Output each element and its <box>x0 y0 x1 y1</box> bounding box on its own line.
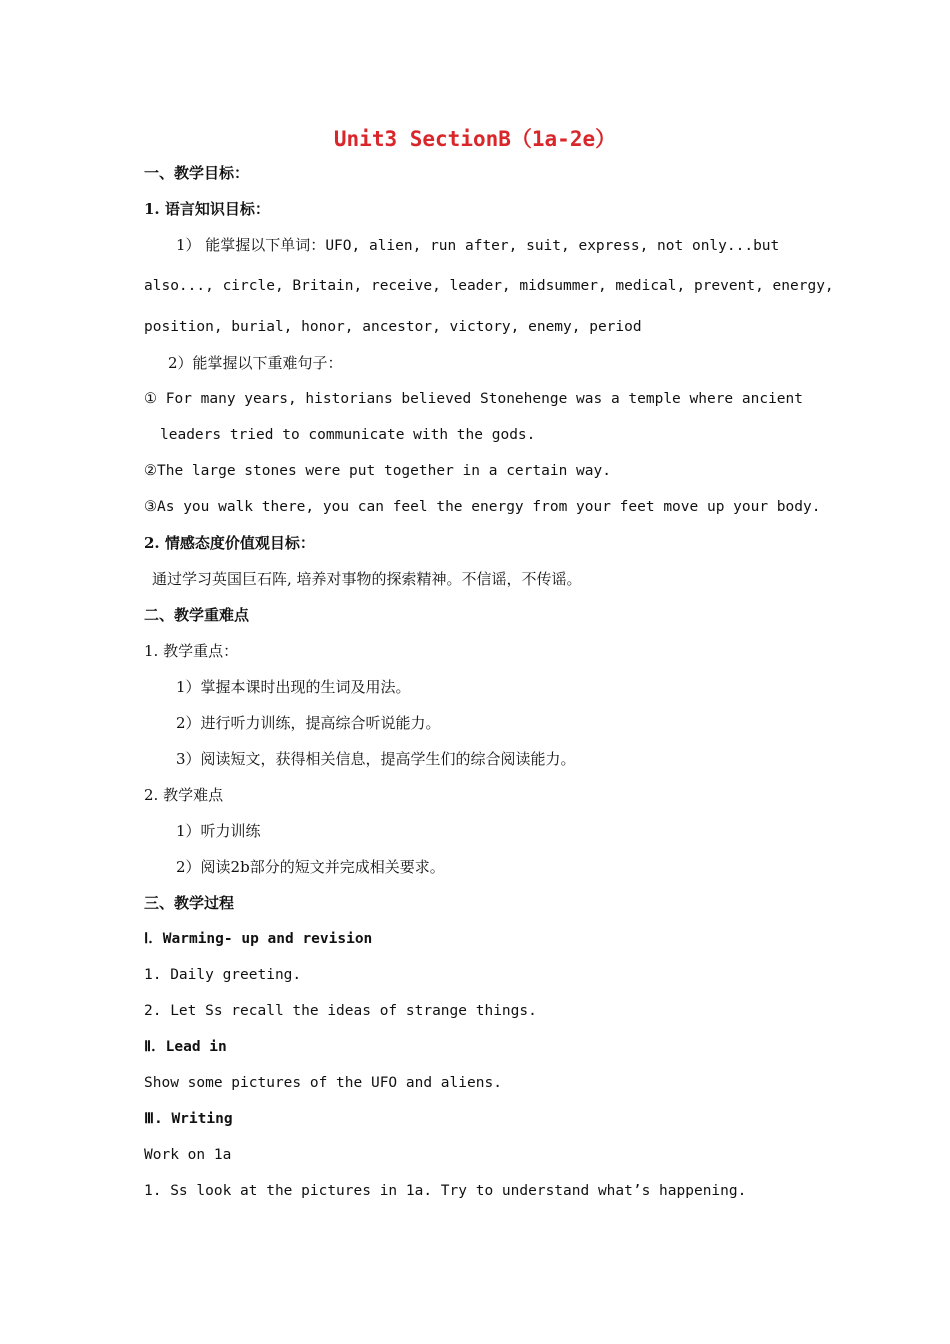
sentence-1a: ① For many years, historians believed Stonehenge was a temple where ancient <box>144 391 803 407</box>
vocab-line-1 <box>176 235 779 256</box>
sentences-intro: 2）能掌握以下重难句子： <box>168 354 343 372</box>
sentence-2: ②The large stones were put together in a certain way. <box>144 463 611 479</box>
section-heading-key-points: 二、教学重难点 <box>144 606 250 624</box>
vocab-words-1: UFO, alien, run after, suit, express, not only...but <box>325 238 780 254</box>
section-heading-process: 三、教学过程 <box>144 894 235 912</box>
step-1-item-1: 1. Daily greeting. <box>144 967 302 983</box>
step-2-item-1: Show some pictures of the UFO and aliens. <box>144 1075 502 1091</box>
step-3-item-1: Work on 1a <box>144 1147 232 1163</box>
subheading-emotional-goals: 2. 情感态度价值观目标： <box>144 534 315 552</box>
section-heading-objectives: 一、教学目标： <box>144 164 250 182</box>
step-3-item-2: 1. Ss look at the pictures in 1a. Try to understand what’s happening. <box>144 1183 747 1199</box>
step-1-item-2: 2. Let Ss recall the ideas of strange things. <box>144 1003 537 1019</box>
step-1-heading: Ⅰ．Warming- up and revision <box>144 931 373 947</box>
emotional-goals-text: 通过学习英国巨石阵, 培养对事物的探索精神。不信谣，不传谣。 <box>152 570 582 588</box>
sentence-1b: leaders tried to communicate with the gods. <box>160 427 536 443</box>
vocab-line-3: position, burial, honor, ancestor, victory, enemy, period <box>144 319 642 335</box>
key-point-1: 1）掌握本课时出现的生词及用法。 <box>176 678 411 696</box>
sentence-3: ③As you walk there, you can feel the energy from your feet move up your body. <box>144 499 821 515</box>
vocab-intro: 1） 能掌握以下单词： <box>176 236 326 254</box>
step-3-heading: Ⅲ. Writing <box>144 1111 233 1127</box>
subheading-language-knowledge: 1. 语言知识目标： <box>144 200 270 218</box>
key-point-2: 2）进行听力训练，提高综合听说能力。 <box>176 714 441 732</box>
key-point-3: 3）阅读短文，获得相关信息，提高学生们的综合阅读能力。 <box>176 750 576 768</box>
step-2-heading: Ⅱ．Lead in <box>144 1039 227 1055</box>
vocab-line-2: also..., circle, Britain, receive, leader, midsummer, medical, prevent, energy, <box>144 278 834 294</box>
page-title: Unit3 SectionB（1a-2e） <box>333 127 617 151</box>
difficult-point-2: 2）阅读2b部分的短文并完成相关要求。 <box>176 858 445 876</box>
key-points-heading: 1. 教学重点： <box>144 642 239 660</box>
difficult-point-1: 1）听力训练 <box>176 822 261 840</box>
difficult-points-heading: 2. 教学难点 <box>144 786 224 804</box>
